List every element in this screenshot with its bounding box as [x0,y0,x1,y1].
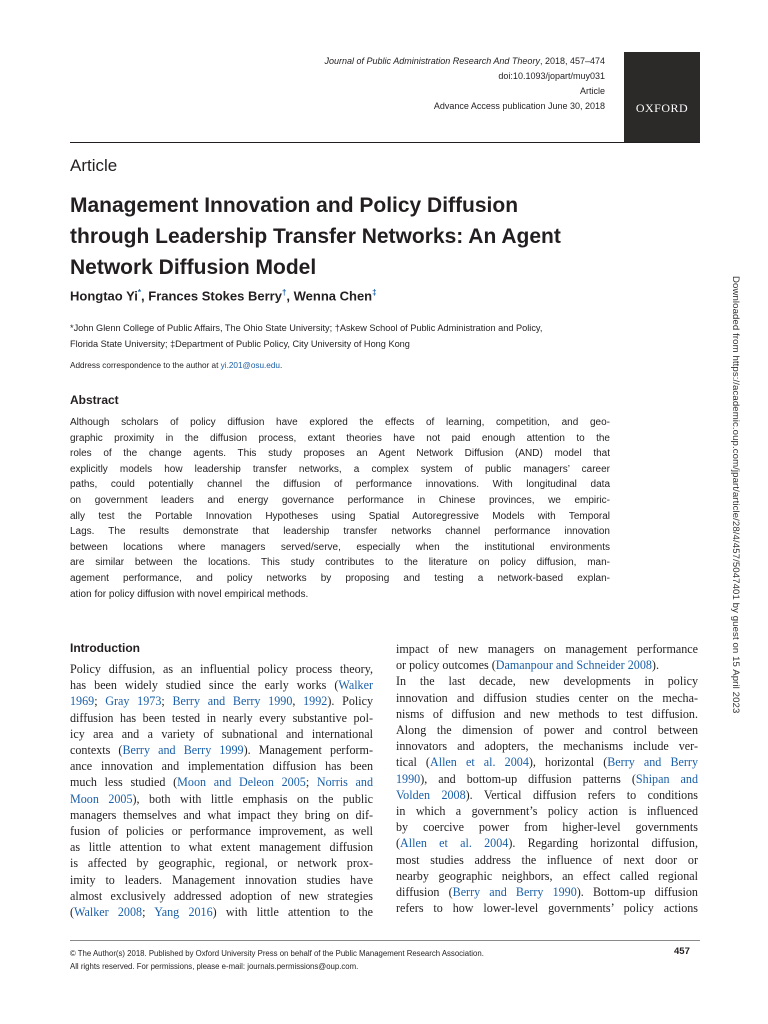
abstract-line: Although scholars of policy diffusion have explored the effects of learning, competition, and geo- [70,417,610,428]
affiliations [70,320,630,352]
citation-link[interactable]: Berry and Berry 1990 [452,885,577,900]
body-line: In the last decade, new developments in policy [396,674,698,689]
body-line: most studies address the influence of next door or [396,852,698,867]
author-list: Hongtao Yi*, Frances Stokes Berry†, Wenna Chen‡ [70,288,377,304]
journal-citation: Journal of Public Administration Research And Theory, 2018, 457–474 [324,56,605,66]
citation-link[interactable]: Volden 2008 [396,787,466,802]
introduction-heading: Introduction [70,641,140,655]
body-line: ance innovation and implementation diffusion has been [70,759,373,774]
title-line: through Leadership Transfer Networks: An Agent [70,225,561,248]
footer-copyright: © The Author(s) 2018. Published by Oxford University Press on behalf of the Public Management Research Association. All rights reserved. For permissions, please e-mail: journals.permissions@oup.com. [70,949,484,971]
body-line: nisms of diffusion and new methods to test diffusion. [396,706,698,721]
body-column-left [70,661,373,920]
body-line: Volden 2008). Vertical diffusion refers to conditions [396,787,698,802]
body-line: has been widely studied since the early works (Walker [70,678,373,693]
citation-link[interactable]: Berry and Berry 1999 [122,743,244,758]
title-line: Network Diffusion Model [70,256,317,279]
body-line: (Walker 2008; Yang 2016) with little attention to the [70,905,374,920]
citation-link[interactable]: Damanpour and Schneider 2008 [495,658,652,673]
body-line: tical (Allen et al. 2004), horizontal (Berry and Berry [396,755,699,770]
body-line: by coercive power from higher-level governments [396,820,698,835]
body-line: innovation and diffusion studies center on the mecha- [396,690,698,705]
journal-meta [325,54,606,114]
citation-link[interactable]: Shipan and [635,771,698,786]
body-line: managers themselves and what impact they bring on dif- [70,807,373,822]
body-line: much less studied (Moon and Deleon 2005; Norris and [70,775,373,790]
author-name: Frances Stokes Berry [148,288,282,304]
citation-link[interactable]: Walker 2008 [74,905,143,920]
oxford-logo: OXFORD [624,52,700,142]
journal-access-date: Advance Access publication June 30, 2018 [433,101,605,111]
article-label: Article [70,156,118,175]
body-line: icy area and a variety of subnational and international [70,726,373,741]
citation-link[interactable]: Berry and Berry 1990 [172,694,293,709]
title-line: Management Innovation and Policy Diffusion [70,194,519,217]
body-line: or policy outcomes (Damanpour and Schneider 2008). [396,658,659,673]
body-line: 1990), and bottom-up diffusion patterns (Shipan and [396,771,698,786]
header-rule [70,142,700,143]
download-watermark: Downloaded from https://academic.oup.com/jpart/article/28/4/457/5047401 by guest on 15 April 2023 [730,276,741,714]
citation-link[interactable]: 1992 [303,694,328,709]
abstract-line: are similar between the locations. This study contributes to the literature on policy diffusion, man- [70,557,610,569]
abstract-heading: Abstract [70,393,119,407]
body-line: Moon 2005), both with little emphasis on the public [70,791,373,806]
body-line: impact of new managers on management performance [396,642,698,656]
citation-link[interactable]: Moon 2005 [70,791,133,806]
page-number: 457 [674,946,690,957]
body-line: in which a government’s policy action is influenced [396,804,698,819]
body-line: innovators and adopters, the mechanisms include ver- [396,739,698,754]
abstract-line: Lags. The results demonstrate that leadership transfer networks channel performance innovation [70,526,610,538]
body-line: diffusion (Berry and Berry 1990). Bottom-up diffusion [396,885,698,900]
citation-link[interactable]: 1990 [396,771,421,786]
abstract-line: ation for policy diffusion with novel empirical methods. [70,588,309,600]
citation-link[interactable]: 1969 [70,694,95,709]
correspondence: Address correspondence to the author at yi.201@osu.edu. [70,361,283,370]
citation-link[interactable]: Allen et al. 2004 [429,755,529,770]
journal-article-type: Article [579,86,605,96]
citation-link[interactable]: Walker [338,678,373,693]
affiliation-line: *John Glenn College of Public Affairs, The Ohio State University; †Askew School of Public Administration and Policy, [70,323,543,333]
body-line: (Allen et al. 2004). Regarding horizontal diffusion, [396,836,698,851]
abstract-line: paths, could potentially channel the diffusion of performance innovations. With longitudinal data [70,479,610,491]
abstract-line: graphic proximity in the diffusion process, extant theories have not paid enough attention to the [70,432,610,444]
abstract-line: explicitly models how leadership transfer networks, a complex system of public managers’ career [70,463,610,475]
author-mark[interactable]: * [137,288,142,297]
citation-link[interactable]: Moon and Deleon 2005 [177,775,306,790]
abstract-line: on government leaders and energy governance performance in Chinese provinces, we empiric- [70,494,610,506]
email-link[interactable]: yi.201@osu.edu [220,361,280,370]
body-line: diffusion has been tested in nearly every substantive pol- [70,710,373,725]
citation-link[interactable]: Yang 2016 [154,905,213,920]
affiliation-line: Florida State University; ‡Department of Public Policy, City University of Hong Kong [70,339,410,349]
abstract-body [70,415,610,602]
body-line: refers to how lower-level governments’ policy actions [396,901,698,916]
body-line: almost exclusively addressed adoption of new strategies [70,888,373,903]
citation-link[interactable]: Berry and Berry [607,755,699,770]
body-line: fusion of policies or performance improvement, as well [70,824,373,839]
citation-link[interactable]: Gray 1973 [105,694,162,709]
body-line: nearby geographic neighbors, an effect called regional [396,868,698,883]
journal-doi[interactable]: doi:10.1093/jopart/muy031 [498,71,605,81]
body-line: Along the dimension of power and control between [396,723,698,738]
author-name: Hongtao Yi [70,288,138,304]
abstract-line: between locations where managers served/serve, especially when the institutional environments [70,541,610,553]
abstract-line: roles of the change agents. This study proposes an Agent Network Diffusion (AND) model that [70,448,610,460]
body-column-right [396,641,698,916]
body-line: imity to leaders. Management innovation studies have [70,872,373,887]
citation-link[interactable]: Norris and [316,775,373,790]
abstract-line: ally test the Portable Innovation Hypotheses using Spatial Autoregressive Models with Temporal [70,510,610,522]
article-title [70,190,670,283]
body-line: 1969; Gray 1973; Berry and Berry 1990, 1992). Policy [70,694,373,709]
citation-link[interactable]: Allen et al. 2004 [400,836,509,851]
body-line: is affected by geographic, regional, or network prox- [70,856,373,871]
body-line: Policy diffusion, as an influential policy process theory, [70,662,373,676]
body-line: contexts (Berry and Berry 1999). Management perform- [70,743,373,758]
author-name: Wenna Chen [293,288,373,304]
abstract-line: agement performance, and policy networks by proposing and testing a network-based explan- [70,572,610,584]
body-line: as little attention to what extent management diffusion [70,840,373,855]
footer-rule [70,940,700,941]
author-mark[interactable]: † [281,288,287,297]
author-mark[interactable]: ‡ [372,288,377,297]
